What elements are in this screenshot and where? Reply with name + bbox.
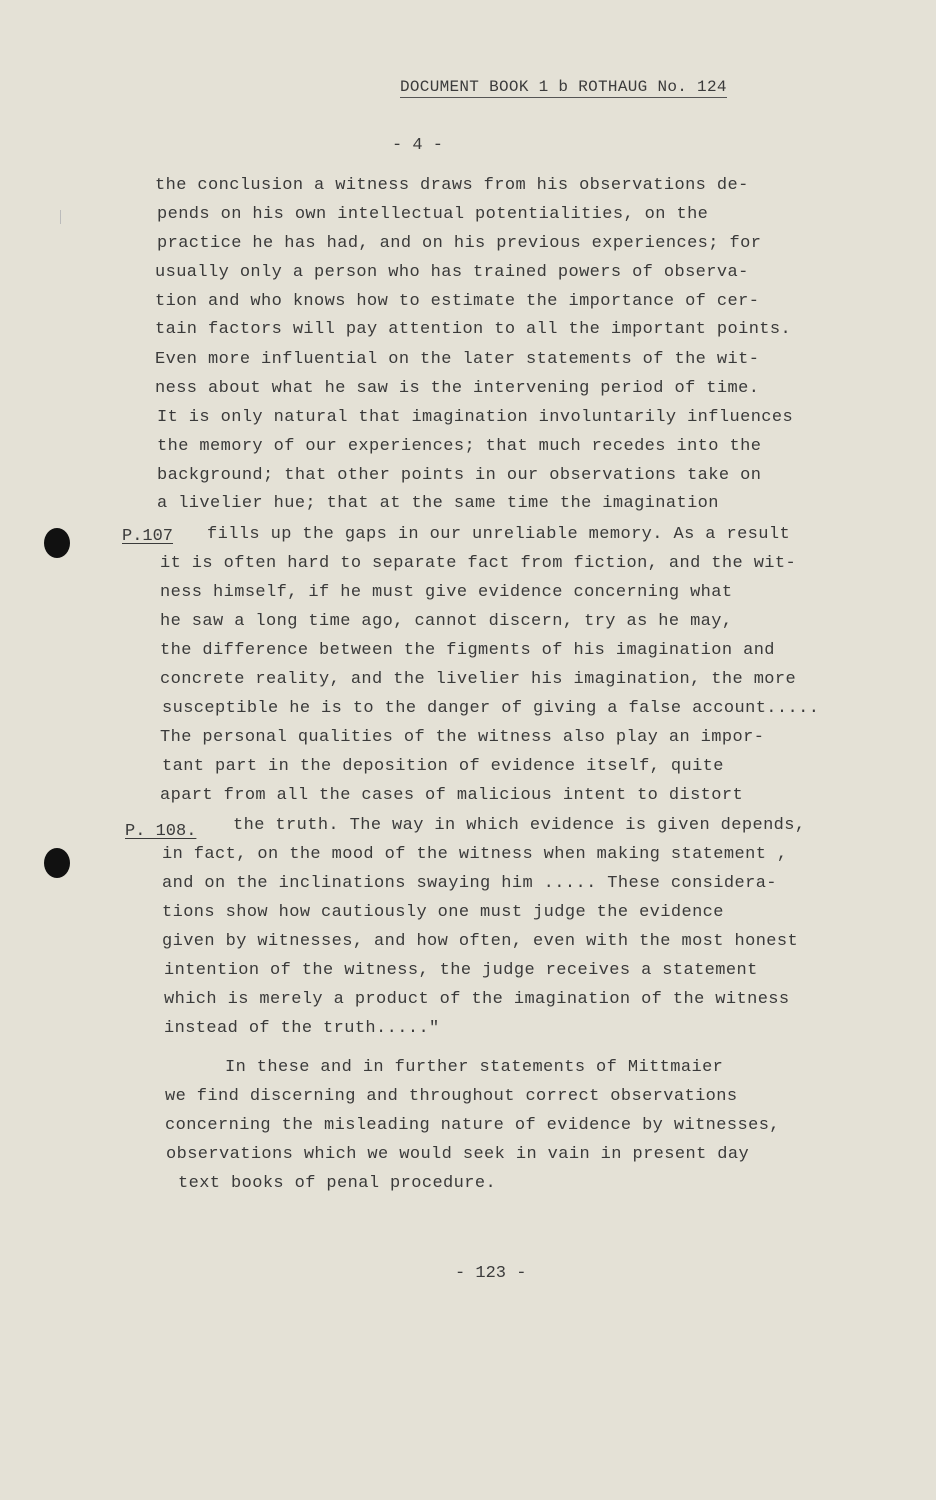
text-line: ness about what he saw is the intervening period of time. [155,379,760,398]
text-line: concrete reality, and the livelier his imagination, the more [160,670,797,689]
text-line: the difference between the figments of his imagination and [160,641,775,660]
text-line: the truth. The way in which evidence is given depends, [233,816,806,835]
document-header: DOCUMENT BOOK 1 b ROTHAUG No. 124 [400,78,727,96]
margin-reference: P.107 [122,527,174,546]
text-line: text books of penal procedure. [178,1174,497,1193]
page-number: - 4 - [392,136,444,155]
text-line: tions show how cautiously one must judge the evidence [162,903,724,922]
text-line: ness himself, if he must give evidence concerning what [160,583,733,602]
text-line: a livelier hue; that at the same time the imagination [157,494,719,513]
text-line: the memory of our experiences; that much recedes into the [157,437,762,456]
margin-reference: P. 108. [125,822,197,841]
text-line: instead of the truth....." [164,1019,440,1038]
text-line: intention of the witness, the judge receives a statement [164,961,758,980]
punch-hole [44,528,70,558]
punch-hole [44,848,70,878]
text-line: observations which we would seek in vain in present day [166,1145,750,1164]
text-line: susceptible he is to the danger of giving a false account..... [162,699,820,718]
text-line: tain factors will pay attention to all the important points. [155,320,792,339]
text-line: practice he has had, and on his previous experiences; for [157,234,762,253]
text-line: which is merely a product of the imagination of the witness [164,990,790,1009]
text-line: we find discerning and throughout correct observations [165,1087,738,1106]
text-line: he saw a long time ago, cannot discern, try as he may, [160,612,733,631]
text-line: usually only a person who has trained powers of observa- [155,263,749,282]
text-line: it is often hard to separate fact from fiction, and the wit- [160,554,797,573]
text-line: background; that other points in our observations take on [157,466,762,485]
text-line: In these and in further statements of Mittmaier [225,1058,724,1077]
footer-page-number: - 123 - [455,1264,527,1283]
text-line: the conclusion a witness draws from his observations de- [155,176,749,195]
text-line: given by witnesses, and how often, even with the most honest [162,932,799,951]
text-line: concerning the misleading nature of evidence by witnesses, [165,1116,780,1135]
scan-mark [60,210,61,224]
text-line: Even more influential on the later statements of the wit- [155,350,760,369]
text-line: and on the inclinations swaying him ..... These considera- [162,874,777,893]
text-line: tion and who knows how to estimate the importance of cer- [155,292,760,311]
text-line: in fact, on the mood of the witness when making statement , [162,845,788,864]
text-line: pends on his own intellectual potentialities, on the [157,205,709,224]
text-line: It is only natural that imagination involuntarily influences [157,408,794,427]
text-line: tant part in the deposition of evidence itself, quite [162,757,724,776]
text-line: apart from all the cases of malicious intent to distort [160,786,744,805]
text-line: The personal qualities of the witness also play an impor- [160,728,765,747]
text-line: fills up the gaps in our unreliable memory. As a result [207,525,791,544]
